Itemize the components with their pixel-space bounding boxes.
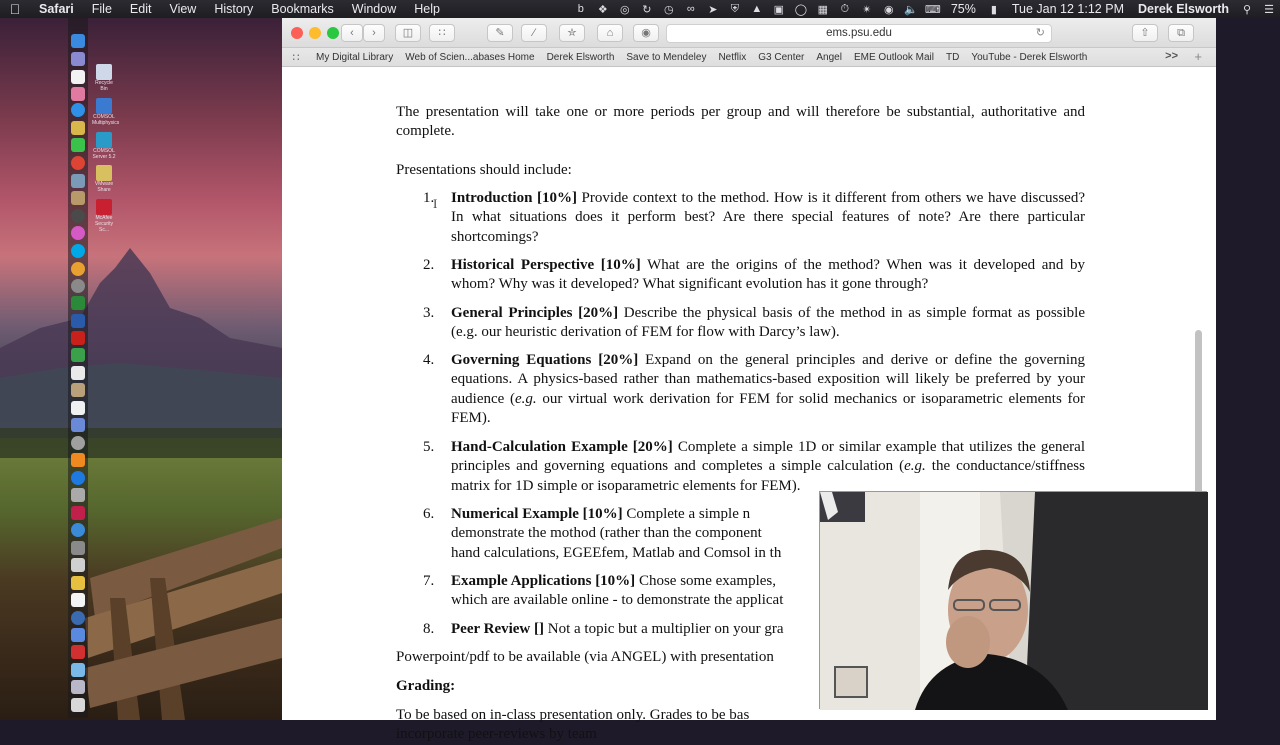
item-text-line-2: demonstrate the mothod (rather than the component bbox=[451, 525, 762, 542]
menu-window[interactable]: Window bbox=[351, 2, 397, 16]
item-text: Expand on the general principles and derive or define the governing equations. A physics-based rather than mathematics-based exposition will likely be preferred by your audience ( bbox=[451, 352, 1086, 407]
messages-icon[interactable] bbox=[71, 138, 85, 152]
mind-map-icon[interactable] bbox=[71, 488, 85, 502]
notes-icon[interactable] bbox=[71, 121, 85, 135]
vmware-icon bbox=[96, 165, 112, 181]
calendar-icon[interactable] bbox=[71, 70, 85, 84]
vlc-icon[interactable] bbox=[71, 453, 85, 467]
spotlight-search-icon[interactable]: ⚲ bbox=[1242, 3, 1252, 16]
menu-file[interactable]: File bbox=[91, 2, 112, 16]
user-name[interactable]: Derek Elsworth bbox=[1137, 2, 1229, 16]
desktop-icon-label: COMSOL Server 5.2 bbox=[92, 148, 116, 160]
bookmark-netflix[interactable]: Netflix bbox=[718, 51, 747, 63]
bookmark-g3-center[interactable]: G3 Center bbox=[758, 51, 805, 63]
item-title: Peer Review [] bbox=[451, 621, 545, 637]
bookmark-youtube[interactable]: YouTube - Derek Elsworth bbox=[971, 51, 1088, 63]
list-number: 2. bbox=[423, 257, 435, 273]
paperclip-icon[interactable]: ∞ bbox=[686, 3, 695, 15]
upload-icon[interactable] bbox=[71, 401, 85, 415]
list-item-body bbox=[451, 189, 1085, 247]
list-number: 7. bbox=[423, 573, 435, 589]
screen-icon[interactable]: ▣ bbox=[773, 3, 785, 16]
folder-icon[interactable] bbox=[71, 663, 85, 677]
red-app-icon[interactable] bbox=[71, 645, 85, 659]
pencil-app-icon[interactable] bbox=[71, 576, 85, 590]
time-machine-icon[interactable]: ⏱ bbox=[840, 2, 850, 15]
contacts-icon[interactable] bbox=[71, 191, 85, 205]
bookmark-my-digital-library[interactable]: My Digital Library bbox=[316, 51, 394, 63]
status-area bbox=[570, 0, 1280, 18]
item-title: Numerical Example [10%] bbox=[451, 506, 623, 522]
minimize-window-button[interactable] bbox=[309, 27, 321, 39]
acrobat-icon[interactable] bbox=[71, 331, 85, 345]
pin-icon[interactable]: ➤ bbox=[708, 3, 718, 16]
bookmark-web-of-science[interactable]: Web of Scien...abases Home bbox=[405, 51, 535, 63]
item-text-continued: the conductance/stiffness matrix for 1D simple or isoparametric elements for FEM). bbox=[451, 458, 1085, 494]
dots-app-icon[interactable] bbox=[71, 506, 85, 520]
close-window-button[interactable] bbox=[291, 27, 303, 39]
desktop-wallpaper bbox=[0, 18, 282, 720]
powerpoint-paragraph: Powerpoint/pdf to be available (via ANGEL) with presentation bbox=[396, 649, 774, 665]
disk-utility-icon[interactable] bbox=[71, 436, 85, 450]
item-title: Governing Equations [20%] bbox=[451, 352, 639, 368]
intro-paragraph: The presentation will take one or more periods per group and will therefore be substantial, authoritative and complete. bbox=[396, 104, 1085, 140]
input-source-icon[interactable]: ⌨ bbox=[924, 3, 941, 16]
webcam-video-image bbox=[820, 492, 1208, 710]
appstore-blue-icon[interactable] bbox=[71, 471, 85, 485]
menu-app-safari[interactable]: Safari bbox=[39, 2, 74, 16]
desktop-icon-comsol-server[interactable] bbox=[92, 132, 116, 160]
readability-button[interactable]: ∕ bbox=[521, 24, 547, 42]
list-item-body bbox=[451, 351, 1085, 428]
share-button[interactable]: ⇧ bbox=[1132, 24, 1158, 42]
item-emphasis: e.g. bbox=[904, 458, 926, 475]
item-title: Hand-Calculation Example [20%] bbox=[451, 439, 673, 455]
chrome-icon[interactable] bbox=[71, 156, 85, 170]
skype-dock-icon[interactable] bbox=[71, 244, 85, 258]
bookmark-derek-elsworth[interactable]: Derek Elsworth bbox=[546, 51, 615, 63]
list-number: 6. bbox=[423, 506, 435, 522]
excel-icon[interactable] bbox=[71, 296, 85, 310]
recycle-bin-icon bbox=[96, 64, 112, 80]
zoom-window-button[interactable] bbox=[327, 27, 339, 39]
desktop-icon-mcafee[interactable] bbox=[92, 199, 116, 233]
item-title: Example Applications [10%] bbox=[451, 573, 636, 589]
bluetooth-app-icon[interactable]: b bbox=[577, 3, 584, 15]
sharing-icon[interactable] bbox=[71, 628, 85, 642]
skype-icon[interactable]: ◎ bbox=[620, 3, 630, 16]
bird-icon[interactable] bbox=[71, 383, 85, 397]
desktop-icon-label: Recycle Bin bbox=[95, 80, 113, 92]
menu-history[interactable]: History bbox=[214, 2, 254, 16]
finder-icon[interactable] bbox=[71, 34, 85, 48]
battery-percent[interactable]: 75% bbox=[950, 2, 976, 16]
item-text: Not a topic but a multiplier on your gra bbox=[544, 621, 784, 637]
menu-bar bbox=[0, 0, 1280, 18]
numbers-icon[interactable] bbox=[71, 348, 85, 362]
launchpad-icon[interactable] bbox=[71, 52, 85, 66]
battery-icon: ▮ bbox=[990, 3, 997, 16]
menu-edit[interactable]: Edit bbox=[129, 2, 152, 16]
item-title: Introduction [10%] bbox=[451, 190, 577, 206]
item-title: Historical Perspective [10%] bbox=[451, 257, 641, 273]
word-icon[interactable] bbox=[71, 314, 85, 328]
webcam-overlay bbox=[819, 491, 1207, 709]
desktop-icon-recycle-bin[interactable] bbox=[92, 64, 116, 92]
forward-button[interactable]: › bbox=[363, 24, 385, 42]
url-text[interactable]: ems.psu.edu bbox=[826, 27, 892, 39]
list-number: 3. bbox=[423, 305, 435, 321]
bookmark-angel[interactable]: Angel bbox=[816, 51, 842, 63]
grading-heading-text: Grading: bbox=[396, 678, 456, 694]
grading-text-line-2: incorporate peer-reviews by team bbox=[396, 726, 597, 743]
list-number: 5. bbox=[423, 439, 435, 455]
top-sites-button[interactable]: ∷ bbox=[429, 24, 455, 42]
item-text: What are the origins of the method? When was it developed and by whom? Why was it developed? What significant evolution has it gone through? bbox=[451, 257, 1085, 293]
volume-icon[interactable]: 🔈 bbox=[903, 3, 918, 16]
sidebar-toggle-button[interactable]: ◫ bbox=[395, 24, 421, 42]
address-bar[interactable] bbox=[666, 24, 1052, 43]
item-emphasis: e.g. bbox=[515, 390, 537, 407]
list-item-body bbox=[451, 256, 1085, 295]
item-title: General Principles [20%] bbox=[451, 305, 619, 321]
bookmark-eme-outlook-mail[interactable]: EME Outlook Mail bbox=[853, 51, 934, 63]
bluetooth-icon[interactable]: ✴ bbox=[862, 3, 872, 16]
wifi-icon[interactable]: ◉ bbox=[884, 3, 894, 16]
settings-icon[interactable] bbox=[71, 279, 85, 293]
comsol-server-icon bbox=[96, 132, 112, 148]
item-text: Describe the physical basis of the method in as simple format as possible (e.g. our heuristic derivation of FEM for flow with Darcy’s law). bbox=[451, 305, 1085, 341]
list-number: 4. bbox=[423, 352, 435, 368]
bookmark-td[interactable]: TD bbox=[946, 51, 960, 63]
desktop-icon-vmware[interactable] bbox=[92, 165, 116, 193]
pen-icon[interactable] bbox=[71, 541, 85, 555]
drive-icon[interactable]: ▲ bbox=[751, 3, 763, 15]
document-icon[interactable] bbox=[71, 593, 85, 607]
desktop-icon-comsol[interactable] bbox=[92, 98, 120, 126]
preview-icon[interactable] bbox=[71, 174, 85, 188]
list-number: 1. bbox=[423, 190, 435, 206]
annotate-button[interactable]: ✎ bbox=[487, 24, 513, 42]
apple-menu-icon[interactable] bbox=[0, 1, 30, 17]
dropbox-icon[interactable]: ❖ bbox=[597, 3, 608, 16]
desktop-icon-label: COMSOL Multiphysics bbox=[92, 114, 120, 126]
bookmark-save-to-mendeley[interactable]: Save to Mendeley bbox=[626, 51, 707, 63]
puzzle-icon[interactable] bbox=[71, 558, 85, 572]
list-item-body bbox=[451, 438, 1085, 496]
reload-icon[interactable]: ↻ bbox=[1035, 27, 1045, 39]
app-store-icon[interactable] bbox=[71, 418, 85, 432]
bookmarks-grid-icon[interactable]: ∷ bbox=[292, 51, 300, 64]
back-button[interactable]: ‹ bbox=[341, 24, 363, 42]
item-text: Provide context to the method. How is it different from others we have discussed? In what situations does it perform best? Are there special features of note? Are there particular shortcomings? bbox=[451, 190, 1085, 245]
keyboard-icon[interactable]: ▦ bbox=[817, 3, 829, 16]
extension-button[interactable]: ✮ bbox=[559, 24, 585, 42]
list-number: 8. bbox=[423, 621, 435, 637]
globe-icon[interactable] bbox=[71, 523, 85, 537]
new-tab-button[interactable]: + bbox=[1194, 49, 1202, 64]
item-text-line-3: hand calculations, EGEEfem, Matlab and Comsol in th bbox=[451, 544, 782, 561]
bookmarks-bar bbox=[282, 48, 1216, 67]
photos-icon[interactable] bbox=[71, 87, 85, 101]
list-item-body bbox=[451, 304, 1085, 343]
menu-view[interactable]: View bbox=[169, 2, 197, 16]
home-button[interactable]: ⌂ bbox=[597, 24, 623, 42]
safari-icon[interactable] bbox=[71, 103, 85, 117]
network-icon[interactable] bbox=[71, 611, 85, 625]
grading-paragraph bbox=[396, 706, 1085, 745]
itunes-icon[interactable] bbox=[71, 226, 85, 240]
browser-toolbar bbox=[282, 18, 1216, 48]
wallpaper-mountain bbox=[0, 18, 282, 720]
notification-center-icon[interactable]: ☰ bbox=[1264, 3, 1274, 16]
item-text-continued: our virtual work derivation for FEM for solid mechanics or isoparametric elements for FEM). bbox=[451, 390, 1085, 426]
item-text: Complete a simple n bbox=[622, 506, 751, 522]
grading-text: To be based on in-class presentation only. Grades to be bas bbox=[396, 707, 750, 723]
include-heading: Presentations should include: bbox=[396, 162, 572, 178]
sync-icon[interactable]: ↻ bbox=[642, 3, 652, 16]
chat-icon[interactable]: ◯ bbox=[794, 3, 807, 16]
item-text: Chose some examples, bbox=[635, 573, 776, 589]
keynote-icon[interactable] bbox=[71, 366, 85, 380]
clock-icon[interactable]: ◷ bbox=[664, 3, 674, 16]
item-text: Complete a simple 1D or similar example that utilizes the general principles and governing equations and completes a simple calculation ( bbox=[451, 439, 1085, 475]
ghostery-button[interactable]: ◉ bbox=[633, 24, 659, 42]
desktop-icon-label: McAfee Security Sc... bbox=[94, 215, 114, 233]
trash-icon[interactable] bbox=[71, 698, 85, 712]
picasa-icon[interactable] bbox=[71, 262, 85, 276]
shield-icon[interactable]: ⛨ bbox=[730, 2, 739, 15]
item-text-line-2: which are available online - to demonstrate the applicat bbox=[451, 592, 784, 609]
compass-icon[interactable] bbox=[71, 209, 85, 223]
mcafee-icon bbox=[96, 199, 112, 215]
text-cursor-icon: I bbox=[433, 196, 438, 211]
desktop-icon-label: VMware Share bbox=[94, 181, 114, 193]
menu-bookmarks[interactable]: Bookmarks bbox=[271, 2, 334, 16]
bookmarks-overflow-button[interactable]: >> bbox=[1165, 50, 1178, 62]
comsol-icon bbox=[96, 98, 112, 114]
clock-datetime[interactable]: Tue Jan 12 1:12 PM bbox=[1011, 2, 1124, 16]
menu-help[interactable]: Help bbox=[414, 2, 440, 16]
downloads-icon[interactable] bbox=[71, 680, 85, 694]
tabs-overview-button[interactable]: ⧉ bbox=[1168, 24, 1194, 42]
